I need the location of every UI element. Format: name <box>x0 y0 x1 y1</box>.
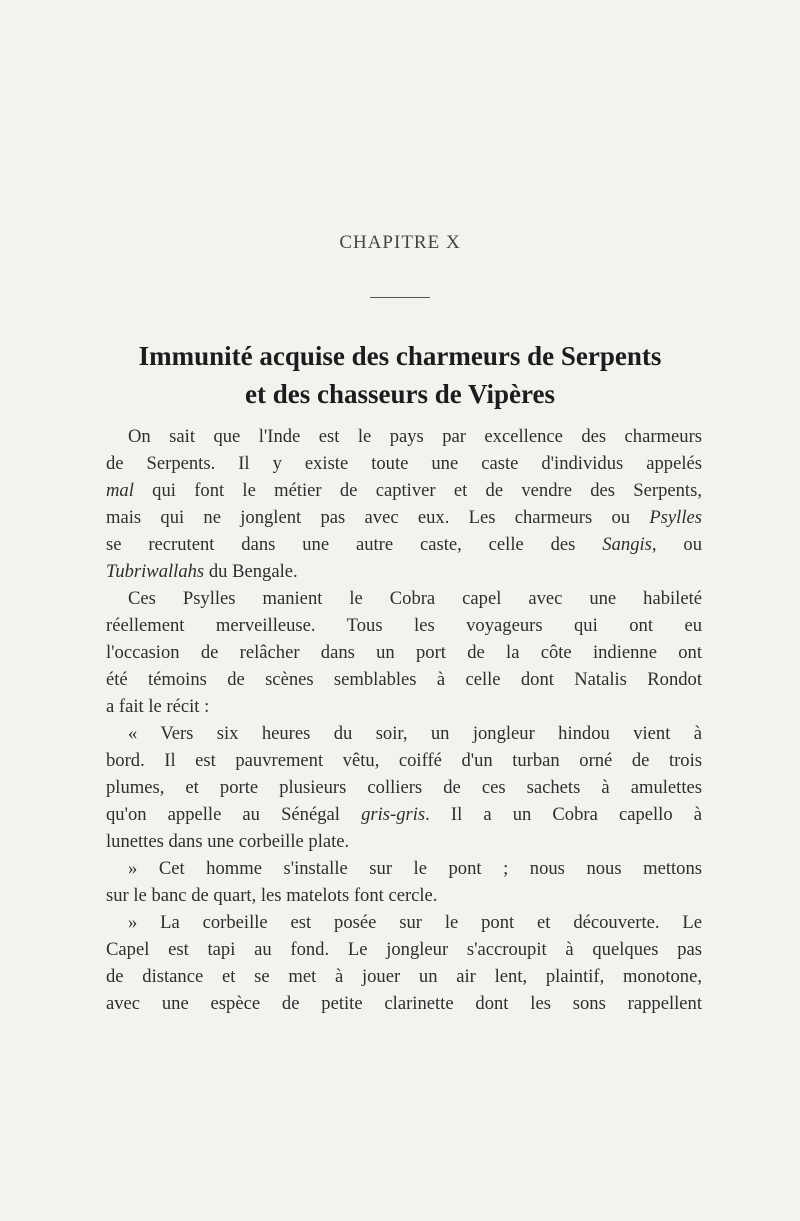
text-line-17: » Cet homme s'installe sur le pont ; nous nous mettons <box>128 858 702 879</box>
italic-word-psylles: Psylles <box>649 507 702 528</box>
text-line-11: a fait le récit : <box>106 696 210 717</box>
text-line-10: été témoins de scènes semblables à celle dont Natalis Rondot <box>106 669 702 690</box>
text-line-22: avec une espèce de petite clarinette dont les sons rappellent <box>106 993 702 1014</box>
italic-word-tubriwallahs: Tubriwallahs <box>106 561 205 582</box>
text-line-20: Capel est tapi au fond. Le jongleur s'accroupit à quelques pas <box>106 939 702 960</box>
chapter-heading: CHAPITRE X <box>339 232 461 253</box>
title-line-2: et des chasseurs de Vipères <box>245 379 555 409</box>
text-line-12: « Vers six heures du soir, un jongleur hindou vient à <box>128 723 702 744</box>
text-line-3-rest: qui font le métier de captiver et de vendre des Serpents, <box>133 480 702 501</box>
text-line-6 <box>106 558 702 585</box>
text-line-7: Ces Psylles manient le Cobra capel avec une habileté <box>128 588 702 609</box>
text-line-8: réellement merveilleuse. Tous les voyageurs qui ont eu <box>106 615 702 636</box>
text-line-5 <box>106 531 702 558</box>
text-line-16: lunettes dans une corbeille plate. <box>106 831 350 852</box>
chapter-title <box>0 337 800 413</box>
text-line-5-start: se recrutent dans une autre caste, celle des <box>106 534 603 555</box>
text-line-21: de distance et se met à jouer un air lent, plaintif, monotone, <box>106 966 702 987</box>
text-line-18: sur le banc de quart, les matelots font cercle. <box>106 885 438 906</box>
text-line-4 <box>106 504 702 531</box>
title-line-1: Immunité acquise des charmeurs de Serpents <box>138 341 662 371</box>
text-line-2: de Serpents. Il y existe toute une caste d'individus appelés <box>106 453 702 474</box>
text-line-19: » La corbeille est posée sur le pont et découverte. Le <box>128 912 702 933</box>
text-line-3 <box>106 477 702 504</box>
text-line-6-rest: du Bengale. <box>208 561 298 582</box>
italic-word-gris-gris: gris-gris <box>361 804 426 825</box>
text-line-15-end: . Il a un Cobra capello à <box>425 804 702 825</box>
text-line-9: l'occasion de relâcher dans un port de la côte indienne ont <box>106 642 702 663</box>
text-line-15 <box>106 801 702 828</box>
text-line-15-start: qu'on appelle au Sénégal <box>106 804 362 825</box>
italic-word-mal: mal <box>106 480 134 501</box>
body-text <box>106 423 702 1017</box>
text-line-4-start: mais qui ne jonglent pas avec eux. Les charmeurs ou <box>106 507 650 528</box>
text-line-1: On sait que l'Inde est le pays par excellence des charmeurs <box>128 426 702 447</box>
text-line-5-end: , ou <box>651 534 703 555</box>
text-line-13: bord. Il est pauvrement vêtu, coiffé d'un turban orné de trois <box>106 750 702 771</box>
italic-word-sangis: Sangis <box>602 534 652 555</box>
heading-divider <box>370 297 430 298</box>
text-line-14: plumes, et porte plusieurs colliers de ces sachets à amulettes <box>106 777 702 798</box>
